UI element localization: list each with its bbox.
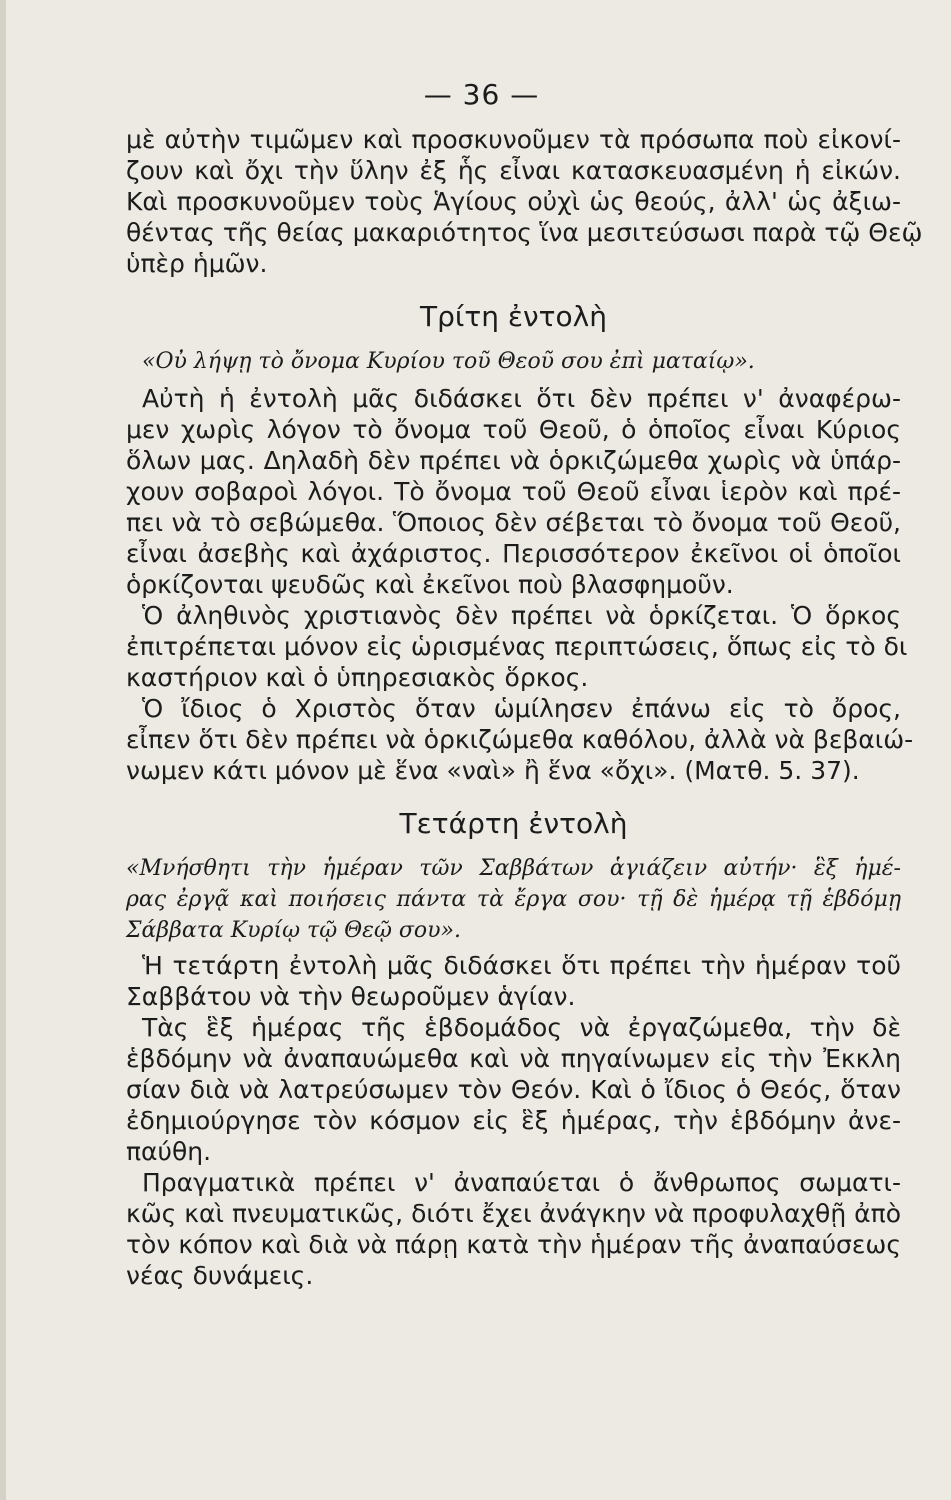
paragraph-1 — [126, 124, 923, 279]
text-line: θέντας τῆς θείας μακαριότητος ἵνα μεσιτεύσωσι παρὰ τῷ Θεῷ — [126, 218, 923, 247]
quote-fourth-commandment — [126, 853, 901, 946]
text-line: πει νὰ τὸ σεβώμεθα. Ὅποιος δὲν σέβεται τὸ ὄνομα τοῦ Θεοῦ, — [126, 508, 901, 537]
text-line: νωμεν κάτι μόνον μὲ ἕνα «ναὶ» ἢ ἕνα «ὄχι». (Ματθ. 5. 37). — [126, 756, 860, 785]
paragraph-4 — [126, 693, 914, 786]
page-number: — 36 — — [423, 78, 540, 111]
paragraph-2 — [126, 383, 901, 600]
text-line: Ἡ τετάρτη ἐντολὴ μᾶς διδάσκει ὅτι πρέπει τὴν ἡμέραν τοῦ — [142, 951, 901, 980]
text-line: ἑβδόμην νὰ ἀναπαυώμεθα καὶ νὰ πηγαίνωμεν εἰς τὴν Ἐκκλη — [126, 1044, 901, 1073]
text-line: Ὁ ἴδιος ὁ Χριστὸς ὅταν ὡμίλησεν ἐπάνω εἰς τὸ ὄρος, — [142, 694, 901, 723]
quote-line: ρας ἐργᾷ καὶ ποιήσεις πάντα τὰ ἔργα σου· τῇ δὲ ἡμέρᾳ τῇ ἑβδόμῃ — [126, 887, 901, 912]
text-line: ἐπιτρέπεται μόνον εἰς ὡρισμένας περιπτώσεις, ὅπως εἰς τὸ δι — [126, 632, 908, 661]
text-line: Καὶ προσκυνοῦμεν τοὺς Ἁγίους οὐχὶ ὡς θεούς, ἀλλ' ὡς ἀξιω- — [126, 187, 901, 216]
text-line: ὅλων μας. Δηλαδὴ δὲν πρέπει νὰ ὁρκιζώμεθα χωρὶς νὰ ὑπάρ- — [126, 446, 901, 475]
text-line: ὑπὲρ ἡμῶν. — [126, 249, 268, 278]
text-line: τὸν κόπον καὶ διὰ νὰ πάρῃ κατὰ τὴν ἡμέραν τῆς ἀναπαύσεως — [126, 1230, 901, 1259]
text-line: μεν χωρὶς λόγον τὸ ὄνομα τοῦ Θεοῦ, ὁ ὁποῖος εἶναι Κύριος — [126, 415, 901, 444]
text-line: ὁρκίζονται ψευδῶς καὶ ἐκεῖνοι ποὺ βλασφημοῦν. — [126, 570, 734, 599]
text-line: σίαν διὰ νὰ λατρεύσωμεν τὸν Θεόν. Καὶ ὁ ἴδιος ὁ Θεός, ὅταν — [126, 1075, 901, 1104]
text-line: παύθη. — [126, 1137, 212, 1166]
text-line: Ὁ ἀληθινὸς χριστιανὸς δὲν πρέπει νὰ ὁρκίζεται. Ὁ ὅρκος — [142, 601, 901, 630]
heading-fourth-commandment: Τετάρτη ἐντολὴ — [399, 807, 628, 840]
paragraph-5 — [126, 950, 901, 1012]
text-line: ζουν καὶ ὄχι τὴν ὕλην ἐξ ἧς εἶναι κατασκευασμένη ἡ εἰκών. — [126, 156, 901, 185]
quote-third-commandment: «Οὐ λήψῃ τὸ ὄνομα Κυρίου τοῦ Θεοῦ σου ἐπὶ ματαίῳ». — [142, 349, 755, 374]
text-line: χουν σοβαροὶ λόγοι. Τὸ ὄνομα τοῦ Θεοῦ εἶναι ἱερὸν καὶ πρέ- — [126, 477, 901, 506]
paragraph-7 — [126, 1167, 901, 1291]
heading-third-commandment: Τρίτη ἐντολὴ — [420, 300, 607, 333]
quote-line: Σάββατα Κυρίῳ τῷ Θεῷ σου». — [126, 918, 461, 943]
text-line: εἶναι ἀσεβὴς καὶ ἀχάριστος. Περισσότερον ἐκεῖνοι οἱ ὁποῖοι — [126, 539, 901, 568]
text-line: μὲ αὐτὴν τιμῶμεν καὶ προσκυνοῦμεν τὰ πρόσωπα ποὺ εἰκονί- — [126, 125, 901, 154]
text-line: Τὰς ἓξ ἡμέρας τῆς ἑβδομάδος νὰ ἐργαζώμεθα, τὴν δὲ — [142, 1013, 901, 1042]
text-line: εἶπεν ὅτι δὲν πρέπει νὰ ὁρκιζώμεθα καθόλου, ἀλλὰ νὰ βεβαιώ- — [126, 725, 914, 754]
paragraph-3 — [126, 600, 908, 693]
body-text — [126, 124, 923, 1291]
text-line: κῶς καὶ πνευματικῶς, διότι ἔχει ἀνάγκην νὰ προφυλαχθῇ ἀπὸ — [126, 1199, 901, 1228]
text-line: Αὐτὴ ἡ ἐντολὴ μᾶς διδάσκει ὅτι δὲν πρέπει ν' ἀναφέρω- — [142, 384, 901, 413]
quote-line: «Μνήσθητι τὴν ἡμέραν τῶν Σαββάτων ἁγιάζειν αὐτήν· ἓξ ἡμέ- — [126, 856, 901, 881]
text-line: νέας δυνάμεις. — [126, 1261, 314, 1290]
text-line: Πραγματικὰ πρέπει ν' ἀναπαύεται ὁ ἄνθρωπος σωματι- — [142, 1168, 901, 1197]
text-line: Σαββάτου νὰ τὴν θεωροῦμεν ἁγίαν. — [126, 982, 576, 1011]
text-line: ἐδημιούργησε τὸν κόσμον εἰς ἓξ ἡμέρας, τὴν ἑβδόμην ἀνε- — [126, 1106, 901, 1135]
text-line: καστήριον καὶ ὁ ὑπηρεσιακὸς ὅρκος. — [126, 663, 589, 692]
paragraph-6 — [126, 1012, 901, 1167]
